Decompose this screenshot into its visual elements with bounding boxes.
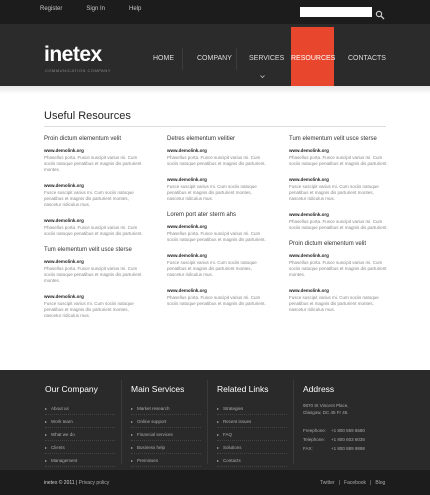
arrow-right-icon: ▸ (131, 431, 134, 437)
resource-link[interactable]: www.demolink.org (289, 177, 329, 182)
nav-divider (182, 48, 183, 70)
logo[interactable]: inetex (44, 43, 102, 66)
address-line: Glasgow, DC 45 Fr 45. (303, 410, 349, 415)
resource-text: Phasellus porta. Fusce suscipit varius mi. Cum sociis natoque penatibus et magnis dis parturient. (167, 155, 266, 166)
footer-link[interactable]: ▸ Strategies (217, 402, 287, 415)
resource-text: Phasellus porta. Fusce suscipit varius mi. Cum sociis natoque penatibus et magnis dis parturient. (289, 155, 388, 166)
phone-row: FAX: +1 800 889 9898 (303, 446, 365, 451)
arrow-right-icon: ▸ (217, 405, 220, 411)
top-links (40, 6, 165, 12)
resource-link[interactable]: www.demolink.org (289, 148, 329, 153)
footer-link[interactable]: ▸ Solutions (217, 441, 287, 454)
nav-contacts[interactable]: CONTACTS (348, 55, 386, 62)
resource-link[interactable]: www.demolink.org (167, 148, 207, 153)
column-heading: Tum elementum velit usce sterse (289, 136, 377, 142)
divider: | (338, 480, 341, 486)
resource-text: Phasellus porta. Fusce suscipit varius mi. Cum sociis natoque penatibus et magnis dis parturient. (167, 295, 266, 306)
nav-resources[interactable] (291, 27, 334, 86)
list-item (167, 148, 267, 167)
arrow-right-icon: ▸ (45, 405, 48, 411)
resource-link[interactable]: www.demolink.org (167, 253, 207, 258)
chevron-down-icon (260, 66, 265, 71)
list-item (44, 148, 144, 173)
resource-column-2 (167, 136, 267, 317)
footer-divider (121, 380, 122, 464)
resource-link[interactable]: www.demolink.org (167, 177, 207, 182)
resource-link[interactable]: www.demolink.org (289, 253, 329, 258)
nav-home[interactable]: HOME (153, 55, 174, 62)
title-divider (44, 126, 386, 127)
help-link[interactable]: Help (129, 6, 142, 12)
footer-main-services-list (131, 402, 201, 467)
column-heading: Tum elementum velit usce sterse (44, 247, 132, 253)
top-bar (0, 0, 430, 24)
resource-link[interactable]: www.demolink.org (289, 212, 329, 217)
header (0, 24, 430, 86)
list-item (289, 253, 389, 278)
footer-link[interactable]: ▸ About us (45, 402, 115, 415)
footer-link[interactable]: ▸ Financial services (131, 428, 201, 441)
resource-column-1 (44, 136, 144, 329)
arrow-right-icon: ▸ (131, 418, 134, 424)
resource-link[interactable]: www.demolink.org (44, 259, 84, 264)
column-heading: Lorem port ater sterm ahs (167, 212, 237, 218)
list-item (289, 212, 389, 231)
address-block (303, 402, 393, 416)
logo-tagline: COMMUNICATION COMPANY (45, 68, 111, 73)
nav-resources-label: RESOURCES (291, 55, 336, 62)
resource-text: Phasellus porta. Fusce suscipit varius mi. Cum sociis natoque penatibus et magnis dis parturient. (44, 225, 143, 236)
footer-link[interactable]: ▸ Clients (45, 441, 115, 454)
resource-link[interactable]: www.demolink.org (44, 218, 84, 223)
arrow-right-icon: ▸ (217, 457, 220, 463)
list-item (167, 253, 267, 278)
footer-our-company-list (45, 402, 115, 467)
resource-link[interactable]: www.demolink.org (167, 224, 207, 229)
arrow-right-icon: ▸ (45, 444, 48, 450)
arrow-right-icon: ▸ (217, 431, 220, 437)
social-links (320, 480, 385, 486)
twitter-link[interactable]: Twitter (320, 480, 335, 486)
copyright-text: inetex © 2011 | (44, 480, 78, 486)
footer-link[interactable]: ▸ FAQ (217, 428, 287, 441)
resource-text: Fusce suscipit varius mi. Cum sociis natoque penatibus et magnis dis parturient montes, nascetur ridiculus mus. (289, 295, 379, 312)
list-item (44, 259, 144, 284)
bottom-bar (0, 470, 430, 495)
footer-divider (207, 380, 208, 464)
resource-link[interactable]: www.demolink.org (44, 294, 84, 299)
resource-column-3 (289, 136, 389, 323)
footer-address-title: Address (303, 384, 335, 394)
resource-text: Phasellus porta. Fusce suscipit varius mi. Cum sociis natoque penatibus et magnis dis parturient montes. (44, 266, 142, 283)
list-item (167, 288, 267, 307)
search-input[interactable] (300, 7, 372, 17)
phone-row: Freephone: +1 800 559 6580 (303, 428, 365, 433)
resource-link[interactable]: www.demolink.org (44, 183, 84, 188)
blog-link[interactable]: Blog (375, 480, 386, 486)
column-heading: Detres elementum velitier (167, 136, 236, 142)
footer-link[interactable]: ▸ What we do (45, 428, 115, 441)
footer-link[interactable]: ▸ Recent issues (217, 415, 287, 428)
arrow-right-icon: ▸ (131, 444, 134, 450)
footer-our-company-title: Our Company (45, 384, 98, 394)
footer-related-links-title: Related Links (217, 384, 269, 394)
resource-text: Phasellus porta. Fusce suscipit varius mi. Cum sociis natoque penatibus et magnis dis parturient montes. (44, 155, 142, 172)
list-item (167, 177, 267, 202)
footer-divider (293, 380, 294, 464)
list-item (44, 183, 144, 208)
register-link[interactable]: Register (40, 6, 63, 12)
main-nav (0, 24, 430, 86)
privacy-policy-link[interactable]: Privacy policy (78, 480, 110, 486)
header-shadow (0, 86, 430, 94)
resource-link[interactable]: www.demolink.org (289, 288, 329, 293)
resource-text: Fusce suscipit varius mi. Cum sociis natoque penatibus et magnis dis parturient montes, nascetur ridiculus mus. (289, 184, 379, 201)
footer-link[interactable]: ▸ Premisses (131, 454, 201, 467)
resource-text: Fusce suscipit varius mi. Cum sociis natoque penatibus et magnis dis parturient montes, nascetur ridiculus mus. (167, 260, 257, 277)
footer-link[interactable]: ▸ Contacts (217, 454, 287, 467)
arrow-right-icon: ▸ (131, 457, 134, 463)
phone-block (303, 426, 393, 453)
search-icon[interactable] (375, 7, 385, 17)
nav-divider (236, 48, 237, 70)
list-item (167, 224, 267, 243)
footer-link[interactable]: ▸ Online support (131, 415, 201, 428)
arrow-right-icon: ▸ (45, 418, 48, 424)
column-heading: Proin dictum elementum velit (289, 241, 367, 247)
address-line: 9870 St Vincent Place, (303, 403, 349, 408)
resource-link[interactable]: www.demolink.org (167, 288, 207, 293)
arrow-right-icon: ▸ (45, 431, 48, 437)
list-item (289, 177, 389, 202)
list-item (44, 294, 144, 319)
resource-text: Fusce suscipit varius mi. Cum sociis natoque penatibus et magnis dis parturient montes, nascetur ridiculus mus. (44, 190, 134, 207)
footer (0, 370, 430, 470)
sign-in-link[interactable]: Sign In (86, 6, 106, 12)
nav-services[interactable]: SERVICES (249, 55, 285, 62)
list-item (289, 288, 389, 313)
arrow-right-icon: ▸ (45, 457, 48, 463)
footer-related-links-list (217, 402, 287, 467)
resource-text: Phasellus porta. Fusce suscipit varius mi. Cum sociis natoque penatibus et magnis dis parturient montes. (289, 260, 387, 277)
nav-company[interactable]: COMPANY (197, 55, 232, 62)
phone-row: Telephone: +1 800 603 6035 (303, 437, 365, 442)
list-item (289, 148, 389, 167)
page-title: Useful Resources (44, 110, 131, 122)
footer-main-services-title: Main Services (131, 384, 185, 394)
resource-text: Fusce suscipit varius mi. Cum sociis natoque penatibus et magnis dis parturient montes, nascetur ridiculus mus. (44, 301, 134, 318)
resource-link[interactable]: www.demolink.org (44, 148, 84, 153)
divider: | (370, 480, 372, 486)
resource-text: Phasellus porta. Fusce suscipit varius mi. Cum sociis natoque penatibus et magnis dis parturient. (167, 231, 266, 242)
arrow-right-icon: ▸ (217, 444, 220, 450)
column-heading: Proin dictum elementum velit (44, 136, 122, 142)
footer-link[interactable]: ▸ Management (45, 454, 115, 467)
arrow-right-icon: ▸ (217, 418, 220, 424)
main-content (0, 86, 430, 370)
footer-link[interactable]: ▸ Business help (131, 441, 201, 454)
list-item (44, 218, 144, 237)
footer-link[interactable]: ▸ Work team (45, 415, 115, 428)
resource-text: Phasellus porta. Fusce suscipit varius mi. Cum sociis natoque penatibus et magnis dis parturient. (289, 219, 388, 230)
arrow-right-icon: ▸ (131, 405, 134, 411)
footer-link[interactable]: ▸ Market research (131, 402, 201, 415)
copyright (44, 480, 109, 486)
facebook-link[interactable]: Facebook (344, 480, 367, 486)
resource-text: Fusce suscipit varius mi. Cum sociis natoque penatibus et magnis dis parturient montes, nascetur ridiculus mus. (167, 184, 257, 201)
